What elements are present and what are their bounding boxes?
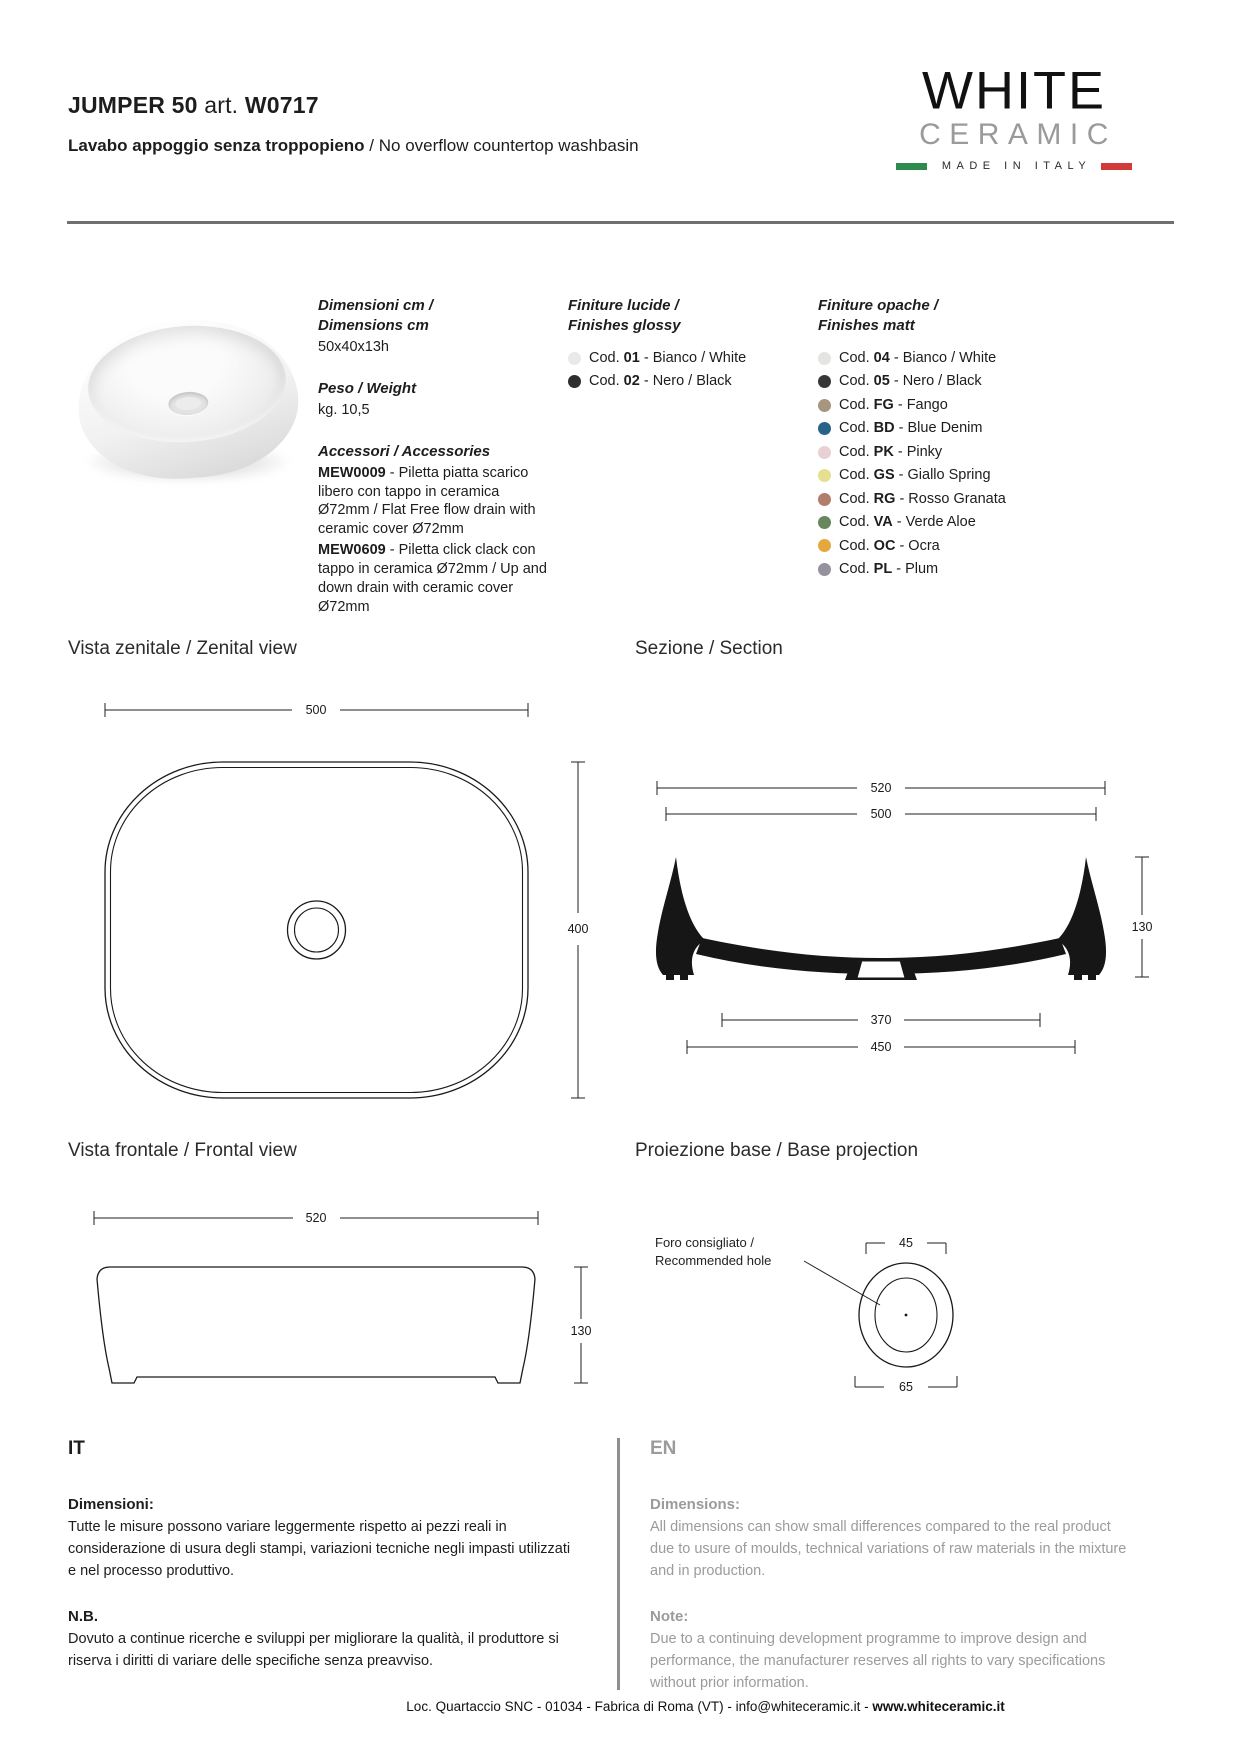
dim-depth-400 (568, 762, 589, 1098)
dim-value: 400 (567, 922, 589, 936)
dimensions-value: 50x40x13h (318, 339, 389, 355)
dimensions-block (318, 296, 552, 357)
finish-item: Cod. VA - Verde Aloe (818, 513, 1068, 532)
accessory-item: MEW0009 - Piletta piatta scarico libero con tappo in ceramica Ø72mm / Flat Free flow drain with ceramic cover Ø72mm (318, 464, 536, 538)
lang-heading-it: IT (68, 1438, 85, 1459)
flag-red-bar (1101, 163, 1132, 170)
dim-value: 130 (570, 1324, 592, 1338)
finish-item: Cod. 01 - Bianco / White (568, 349, 803, 368)
color-swatch (568, 375, 581, 388)
notes-divider (617, 1438, 620, 1690)
dimensions-label: Dimensioni cm / Dimensions cm (318, 297, 434, 334)
color-swatch (818, 399, 831, 412)
base-projection-drawing (608, 1165, 1108, 1405)
weight-block (318, 379, 552, 420)
finish-item: Cod. 04 - Bianco / White (818, 349, 1068, 368)
section-drawing (608, 682, 1168, 1064)
dimensions-note-text-it: Tutte le misure possono variare leggermente rispetto ai pezzi reali in considerazione di usura degli stampi, variazioni tecniche negli impasti utilizzati e nel processo produttivo. (68, 1519, 571, 1579)
article-label: art. (204, 92, 239, 118)
accessories-block (318, 442, 552, 616)
nb-text: Dovuto a continue ricerche e sviluppi per migliorare la qualità, il produttore si riserva i diritti di variare delle specifiche senza preavviso. (68, 1631, 559, 1669)
color-swatch (818, 539, 831, 552)
brand-logo (884, 61, 1144, 172)
dimensions-note-title-en: Dimensions: (650, 1496, 741, 1513)
washbasin-image (73, 313, 303, 486)
dim-height-130 (1132, 857, 1153, 977)
finish-item: Cod. 02 - Nero / Black (568, 372, 803, 391)
logo-text-white: WHITE (922, 61, 1106, 121)
dim-base-450 (687, 1040, 1075, 1054)
dim-outer-520 (657, 781, 1105, 795)
product-photo (70, 292, 310, 507)
recommended-hole-label-it: Foro consigliato / (655, 1235, 754, 1250)
drain-circle-inner (295, 908, 339, 952)
header-divider (67, 221, 1174, 224)
accessory-item: MEW0609 - Piletta click clack con tappo in ceramica Ø72mm / Up and down drain with ceramic cover Ø72mm (318, 542, 547, 615)
finish-item: Cod. PK - Pinky (818, 443, 1068, 462)
footer-address (67, 1699, 1174, 1714)
dim-height-130 (571, 1267, 592, 1383)
dimensions-note-text-en: All dimensions can show small differences compared to the real product due to usure of moulds, technical variations of raw materials in the mixture and in production. (650, 1519, 1127, 1579)
basin-outline-inner (111, 768, 523, 1093)
color-swatch (818, 352, 831, 365)
zenital-view-title: Vista zenitale / Zenital view (68, 638, 297, 659)
recommended-hole-label-en: Recommended hole (655, 1253, 772, 1268)
finish-item: Cod. FG - Fango (818, 396, 1068, 415)
note-text: Due to a continuing development programme to improve design and performance, the manufacturer reserves all rights to vary specifications without prior information. (650, 1631, 1106, 1691)
matt-finishes-column (818, 296, 1068, 583)
dim-value: 520 (305, 1211, 327, 1225)
glossy-finishes-column (568, 296, 803, 396)
matt-finishes-title: Finiture opache / Finishes matt (818, 297, 939, 334)
frontal-outline (97, 1267, 535, 1383)
frontal-view-title: Vista frontale / Frontal view (68, 1140, 297, 1161)
color-swatch (568, 352, 581, 365)
nb-title: N.B. (68, 1608, 98, 1626)
frontal-view-drawing (78, 1165, 638, 1405)
note-title: Note: (650, 1608, 689, 1626)
color-swatch (818, 516, 831, 529)
zenital-view-drawing (78, 682, 608, 1122)
color-swatch (818, 446, 831, 459)
notes-english (650, 1438, 1130, 1721)
specs-column (318, 296, 552, 616)
footer-website: www.whiteceramic.it (872, 1699, 1005, 1714)
subtitle-italian: Lavabo appoggio senza troppopieno (68, 136, 365, 155)
weight-label: Peso / Weight (318, 379, 417, 397)
dim-hole-45 (866, 1236, 946, 1254)
drain-circle-outer (288, 901, 346, 959)
dim-value: 370 (870, 1013, 892, 1027)
notes-italian (68, 1438, 573, 1699)
glossy-finishes-list (568, 349, 803, 391)
page-title (68, 92, 319, 119)
color-swatch (818, 469, 831, 482)
finish-item: Cod. RG - Rosso Granata (818, 490, 1068, 509)
finish-item: Cod. GS - Giallo Spring (818, 466, 1068, 485)
accessories-label: Accessori / Accessories (318, 443, 491, 461)
finish-item: Cod. 05 - Nero / Black (818, 372, 1068, 391)
subtitle-english: / No overflow countertop washbasin (369, 136, 639, 155)
dim-width-520 (94, 1211, 538, 1225)
article-code: W0717 (244, 92, 319, 118)
section-profile (656, 857, 1106, 980)
product-subtitle (68, 136, 639, 156)
section-view-title: Sezione / Section (635, 638, 783, 659)
dimensions-note-title-it: Dimensioni: (68, 1496, 154, 1513)
center-mark (905, 1314, 908, 1317)
color-swatch (818, 422, 831, 435)
glossy-finishes-title: Finiture lucide / Finishes glossy (568, 297, 681, 334)
finish-item: Cod. OC - Ocra (818, 537, 1068, 556)
lang-heading-en: EN (650, 1438, 677, 1459)
color-swatch (818, 375, 831, 388)
color-swatch (818, 563, 831, 576)
logo-text-ceramic: CERAMIC (919, 118, 1117, 151)
weight-value: kg. 10,5 (318, 402, 370, 419)
dim-inner-500 (666, 807, 1096, 821)
made-in-italy-label: MADE IN ITALY (941, 160, 1092, 172)
color-swatch (818, 493, 831, 506)
footer-text: Loc. Quartaccio SNC - 01034 - Fabrica di Roma (VT) - info@whiteceramic.it - (406, 1699, 873, 1714)
dim-value: 45 (899, 1236, 913, 1250)
dim-value: 65 (899, 1380, 913, 1394)
dim-value: 450 (870, 1040, 892, 1054)
dim-value: 500 (870, 807, 892, 821)
dim-value: 500 (305, 703, 327, 717)
basin-outline-outer (105, 762, 528, 1098)
dim-value: 520 (870, 781, 892, 795)
dim-base-370 (722, 1013, 1040, 1027)
base-projection-title: Proiezione base / Base projection (635, 1140, 919, 1161)
dim-hole-65 (855, 1376, 957, 1394)
product-name: JUMPER 50 (68, 92, 198, 118)
made-in-italy (884, 160, 1144, 172)
dim-width-500 (105, 703, 528, 717)
matt-finishes-list (818, 349, 1068, 579)
dim-value: 130 (1131, 920, 1153, 934)
finish-item: Cod. PL - Plum (818, 560, 1068, 579)
finish-item: Cod. BD - Blue Denim (818, 419, 1068, 438)
flag-green-bar (896, 163, 927, 170)
